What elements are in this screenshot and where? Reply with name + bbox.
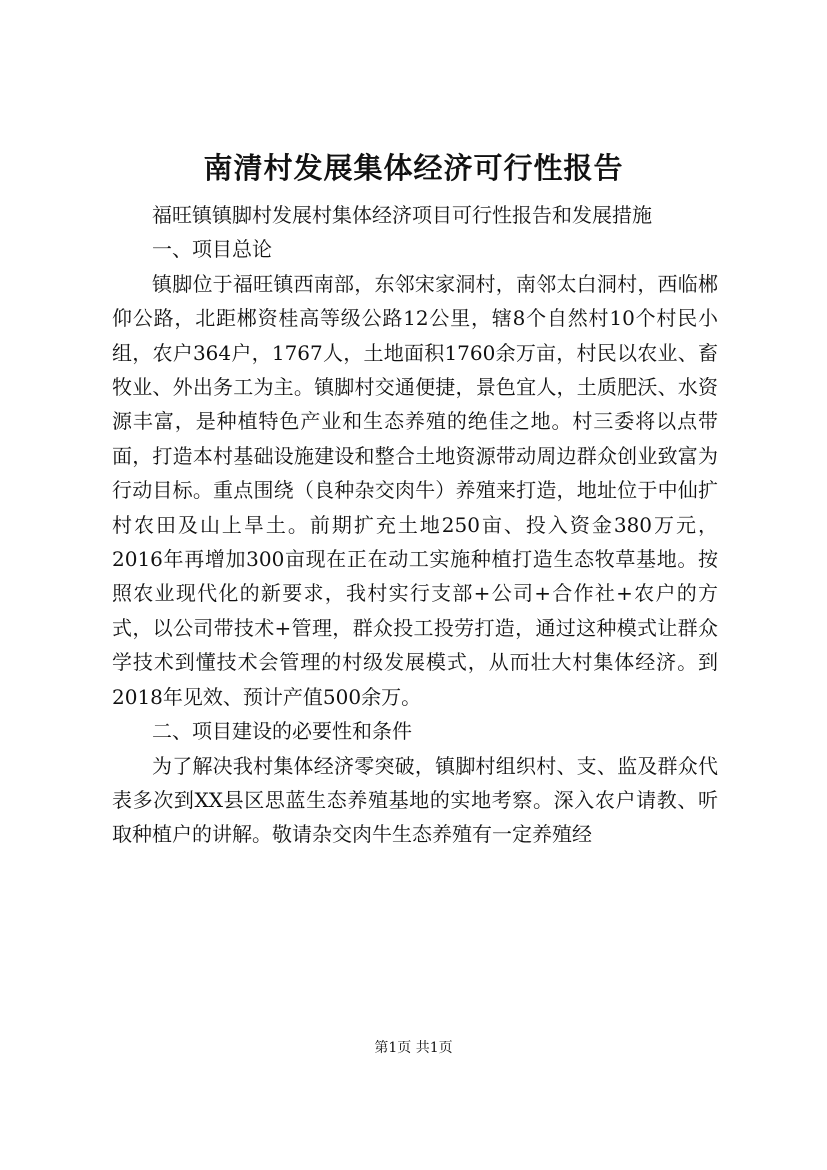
paragraph-overview: 镇脚位于福旺镇西南部，东邻宋家洞村，南邻太白洞村，西临郴仰公路，北距郴资桂高等级公路12公里，辖8个自然村10个村民小组，农户364户，1767人，土地面积1760余万亩，村民以农业、畜牧业、外出务工为主。镇脚村交通便捷，景色宜人，土质肥沃、水资源丰富，是种植特色产业和生态养殖的绝佳之地。村三委将以点带面，打造本村基础设施建设和整合土地资源带动周边群众创业致富为行动目标。重点围绕（良种杂交肉牛）养殖来打造，地址位于中仙扩村农田及山上旱土。前期扩充土地250亩、投入资金380万元，2016年再增加300亩现在正在动工实施种植打造生态牧草基地。按照农业现代化的新要求，我村实行支部+公司+合作社+农户的方式，以公司带技术+管理，群众投工投劳打造，通过这种模式让群众学技术到懂技术会管理的村级发展模式，从而壮大村集体经济。到2018年见效、预计产值500余万。: [112, 271, 718, 709]
paragraph-necessity: 为了解决我村集体经济零突破，镇脚村组织村、支、监及群众代表多次到XX县区思蓝生态养殖基地的实地考察。深入农户请教、听取种植户的讲解。敬请杂交肉牛生态养殖有一定养殖经: [112, 753, 718, 847]
page-number: 第1页 共1页: [374, 1040, 453, 1056]
document-body: [112, 198, 718, 852]
section-heading-necessity: 二、项目建设的必要性和条件: [152, 719, 412, 744]
document-title: 南清村发展集体经济可行性报告: [203, 151, 624, 185]
section-heading-overview: 一、项目总论: [152, 237, 272, 262]
document-subtitle: 福旺镇镇脚村发展村集体经济项目可行性报告和发展措施: [152, 203, 652, 227]
